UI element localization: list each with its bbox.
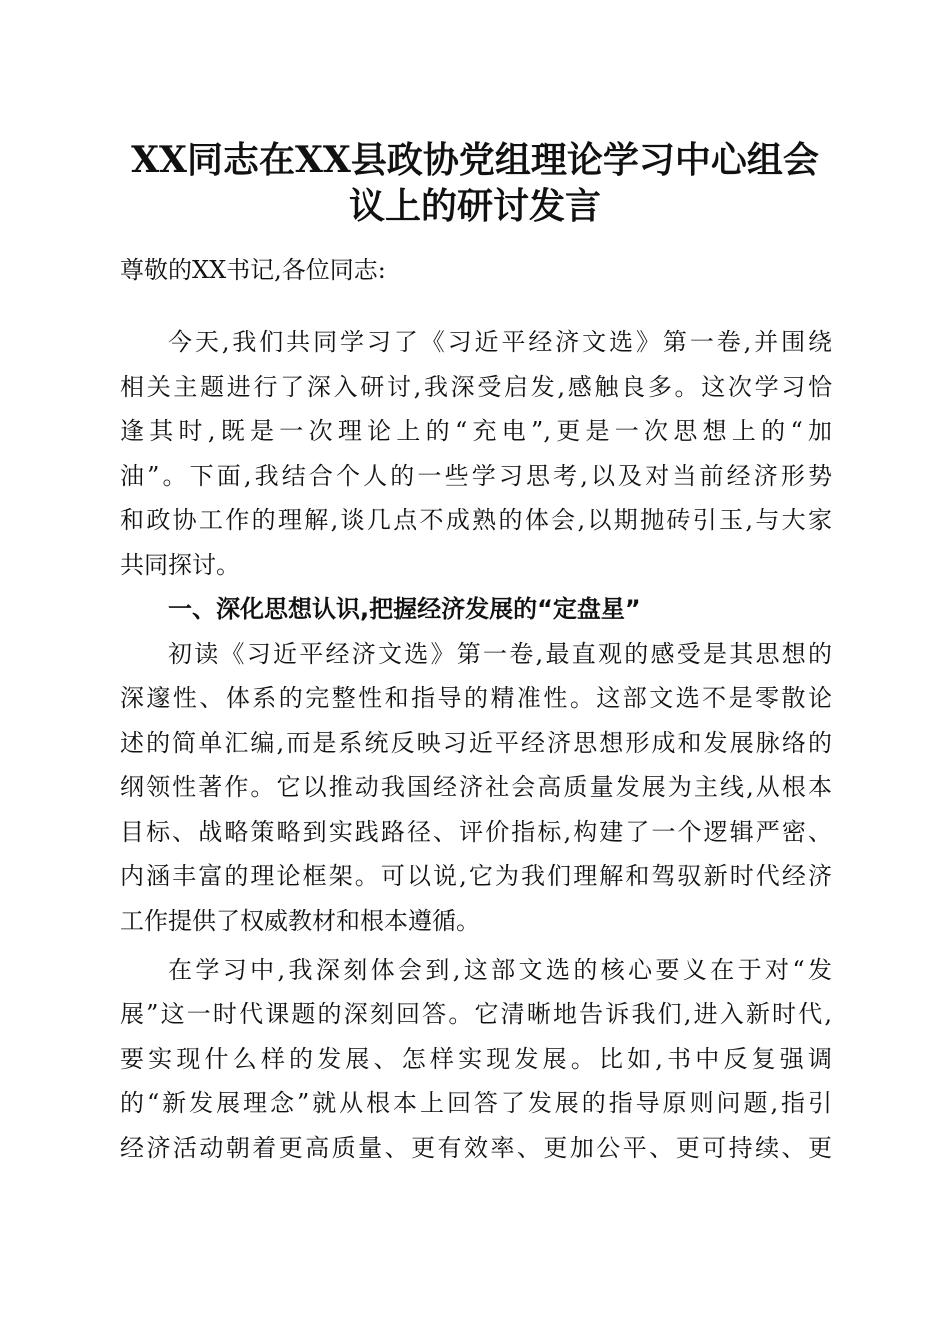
salutation: 尊敬的XX书记,各位同志: <box>120 256 386 284</box>
paragraph-2-line: 纲领性著作。它以推动我国经济社会高质量发展为主线,从根本 <box>120 773 832 801</box>
document-title-line-2: 议上的研讨发言 <box>348 185 601 227</box>
paragraph-2-line: 工作提供了权威教材和根本遵循。 <box>120 907 480 935</box>
paragraph-3-line: 经济活动朝着更高质量、更有效率、更加公平、更可持续、更 <box>120 1134 832 1162</box>
paragraph-1-line: 逢其时,既是一次理论上的“充电”,更是一次思想上的“加 <box>120 417 832 445</box>
paragraph-3-line: 要实现什么样的发展、怎样实现发展。比如,书中反复强调 <box>120 1045 832 1073</box>
paragraph-3-line: 展”这一时代课题的深刻回答。它清晰地告诉我们,进入新时代, <box>120 1000 832 1028</box>
paragraph-1-line: 和政协工作的理解,谈几点不成熟的体会,以期抛砖引玉,与大家 <box>120 506 832 534</box>
paragraph-3-line: 在学习中,我深刻体会到,这部文选的核心要义在于对“发 <box>168 956 832 984</box>
paragraph-2-line: 初读《习近平经济文选》第一卷,最直观的感受是其思想的 <box>168 640 832 668</box>
paragraph-1-line: 相关主题进行了深入研讨,我深受启发,感触良多。这次学习恰 <box>120 373 832 401</box>
document-title-line-1: XX同志在XX县政协党组理论学习中心组会 <box>131 139 819 181</box>
paragraph-1-line: 共同探讨。 <box>120 551 240 579</box>
paragraph-1-line: 油”。下面,我结合个人的一些学习思考,以及对当前经济形势 <box>120 462 832 490</box>
section-heading-1: 一、深化思想认识,把握经济发展的“定盘星” <box>168 595 641 623</box>
paragraph-2-line: 述的简单汇编,而是系统反映习近平经济思想形成和发展脉络的 <box>120 729 832 757</box>
paragraph-3-line: 的“新发展理念”就从根本上回答了发展的指导原则问题,指引 <box>120 1089 832 1117</box>
paragraph-2-line: 深邃性、体系的完整性和指导的精准性。这部文选不是零散论 <box>120 684 832 712</box>
paragraph-2-line: 目标、战略策略到实践路径、评价指标,构建了一个逻辑严密、 <box>120 818 832 846</box>
paragraph-1-line: 今天,我们共同学习了《习近平经济文选》第一卷,并围绕 <box>168 328 832 356</box>
paragraph-2-line: 内涵丰富的理论框架。可以说,它为我们理解和驾驭新时代经济 <box>120 862 832 890</box>
